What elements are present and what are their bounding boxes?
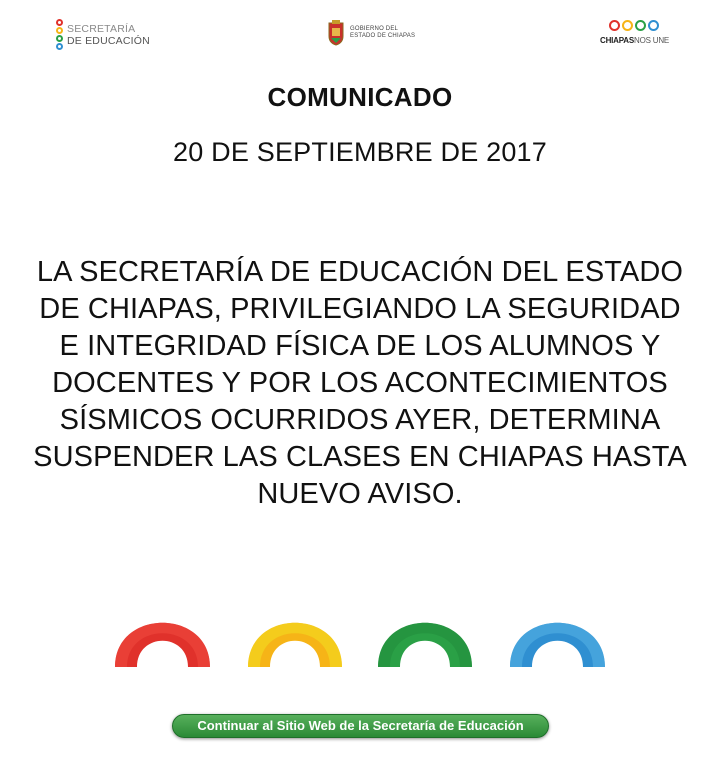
gobierno-logo-line1: GOBIERNO DEL <box>350 26 399 32</box>
gobierno-logo-text <box>350 26 415 40</box>
shield-icon <box>328 20 344 46</box>
chiapas-logo-text <box>600 36 668 45</box>
gobierno-chiapas-logo <box>328 20 415 46</box>
chiapas-logo-thin: NOS UNE <box>634 36 670 45</box>
secretaria-logo-line2: DE EDUCACIÓN <box>67 35 150 47</box>
gobierno-logo-line2: ESTADO DE CHIAPAS <box>350 33 416 39</box>
body-line: SUSPENDER LAS CLASES EN CHIAPAS HASTA <box>33 441 687 473</box>
rings-icon <box>600 20 668 31</box>
chiapas-nos-une-logo <box>600 20 668 45</box>
announcement-body <box>20 254 700 513</box>
secretaria-logo-line1: SECRETARÍA <box>67 23 136 35</box>
body-line: DOCENTES Y POR LOS ACONTECIMIENTOS <box>52 367 668 399</box>
body-line: E INTEGRIDAD FÍSICA DE LOS ALUMNOS Y <box>59 330 661 362</box>
body-line: DE CHIAPAS, PRIVILEGIANDO LA SEGURIDAD <box>39 293 681 325</box>
page-title: COMUNICADO <box>267 82 453 112</box>
rings-icon <box>56 19 64 51</box>
continue-to-website-button[interactable]: Continuar al Sitio Web de la Secretaría de Educación <box>172 714 549 738</box>
chiapas-logo-bold: CHIAPAS <box>600 36 635 45</box>
colored-arches-graphic <box>80 600 640 675</box>
secretaria-educacion-logo <box>56 18 150 52</box>
body-line: SÍSMICOS OCURRIDOS AYER, DETERMINA <box>59 404 661 436</box>
body-line: NUEVO AVISO. <box>257 478 463 510</box>
body-line: LA SECRETARÍA DE EDUCACIÓN DEL ESTADO <box>36 256 684 288</box>
date-text: 20 DE SEPTIEMBRE DE 2017 <box>173 137 547 167</box>
header <box>0 0 720 70</box>
secretaria-logo-text <box>67 23 150 47</box>
